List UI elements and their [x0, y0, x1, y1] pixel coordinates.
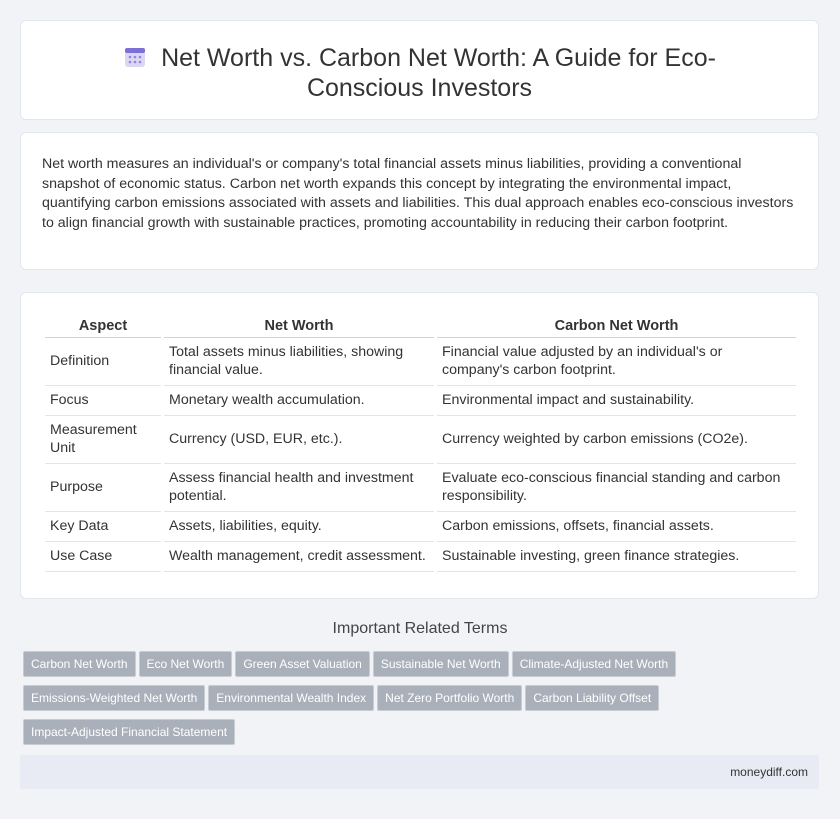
header-net-worth: Net Worth [164, 313, 434, 338]
row-aspect: Purpose [45, 464, 161, 512]
row-carbon-net-worth: Environmental impact and sustainability. [437, 386, 796, 416]
calendar-icon [123, 45, 147, 69]
comparison-card [20, 292, 819, 599]
table-row [45, 542, 796, 572]
table-row [45, 386, 796, 416]
footer-site[interactable]: moneydiff.com [730, 765, 808, 779]
row-carbon-net-worth: Financial value adjusted by an individual's or company's carbon footprint. [437, 338, 796, 386]
table-row [45, 512, 796, 542]
footer [20, 755, 819, 789]
row-carbon-net-worth: Evaluate eco-conscious financial standing and carbon responsibility. [437, 464, 796, 512]
related-terms-tags [23, 651, 823, 753]
row-aspect: Use Case [45, 542, 161, 572]
tag-carbon-net-worth[interactable]: Carbon Net Worth [23, 651, 136, 677]
related-terms-title: Important Related Terms [332, 620, 508, 637]
row-carbon-net-worth: Carbon emissions, offsets, financial assets. [437, 512, 796, 542]
comparison-table [42, 313, 799, 572]
tag-eco-net-worth[interactable]: Eco Net Worth [139, 651, 233, 677]
row-net-worth: Assets, liabilities, equity. [164, 512, 434, 542]
header-card [20, 20, 819, 120]
tag-carbon-liability-offset[interactable]: Carbon Liability Offset [525, 685, 659, 711]
tag-impact-adjusted-financial-statement[interactable]: Impact-Adjusted Financial Statement [23, 719, 235, 745]
row-carbon-net-worth: Currency weighted by carbon emissions (CO2e). [437, 416, 796, 464]
table-header-row [45, 313, 796, 338]
table-row [45, 338, 796, 386]
tag-environmental-wealth-index[interactable]: Environmental Wealth Index [208, 685, 374, 711]
tag-net-zero-portfolio-worth[interactable]: Net Zero Portfolio Worth [377, 685, 522, 711]
row-net-worth: Total assets minus liabilities, showing financial value. [164, 338, 434, 386]
page-title-text: Net Worth vs. Carbon Net Worth: A Guide for Eco-Conscious Investors [161, 44, 716, 102]
header-aspect: Aspect [45, 313, 161, 338]
tag-emissions-weighted-net-worth[interactable]: Emissions-Weighted Net Worth [23, 685, 205, 711]
intro-card [20, 132, 819, 270]
row-carbon-net-worth: Sustainable investing, green finance strategies. [437, 542, 796, 572]
row-net-worth: Currency (USD, EUR, etc.). [164, 416, 434, 464]
intro-paragraph: Net worth measures an individual's or company's total financial assets minus liabilities, providing a conventional snapshot of economic status. Carbon net worth expands this concept by integrating the environmental impact, quantifying carbon emissions associated with assets and liabilities. This dual approach enables eco-conscious investors to align financial growth with sustainable practices, promoting accountability in reducing their carbon footprint. [42, 156, 794, 232]
row-aspect: Key Data [45, 512, 161, 542]
table-row [45, 464, 796, 512]
row-aspect: Definition [45, 338, 161, 386]
row-aspect: Measurement Unit [45, 416, 161, 464]
row-aspect: Focus [45, 386, 161, 416]
tag-green-asset-valuation[interactable]: Green Asset Valuation [235, 651, 370, 677]
page-title [81, 43, 758, 103]
row-net-worth: Monetary wealth accumulation. [164, 386, 434, 416]
header-carbon-net-worth: Carbon Net Worth [437, 313, 796, 338]
table-row [45, 416, 796, 464]
tag-climate-adjusted-net-worth[interactable]: Climate-Adjusted Net Worth [512, 651, 677, 677]
tag-sustainable-net-worth[interactable]: Sustainable Net Worth [373, 651, 509, 677]
row-net-worth: Assess financial health and investment potential. [164, 464, 434, 512]
row-net-worth: Wealth management, credit assessment. [164, 542, 434, 572]
